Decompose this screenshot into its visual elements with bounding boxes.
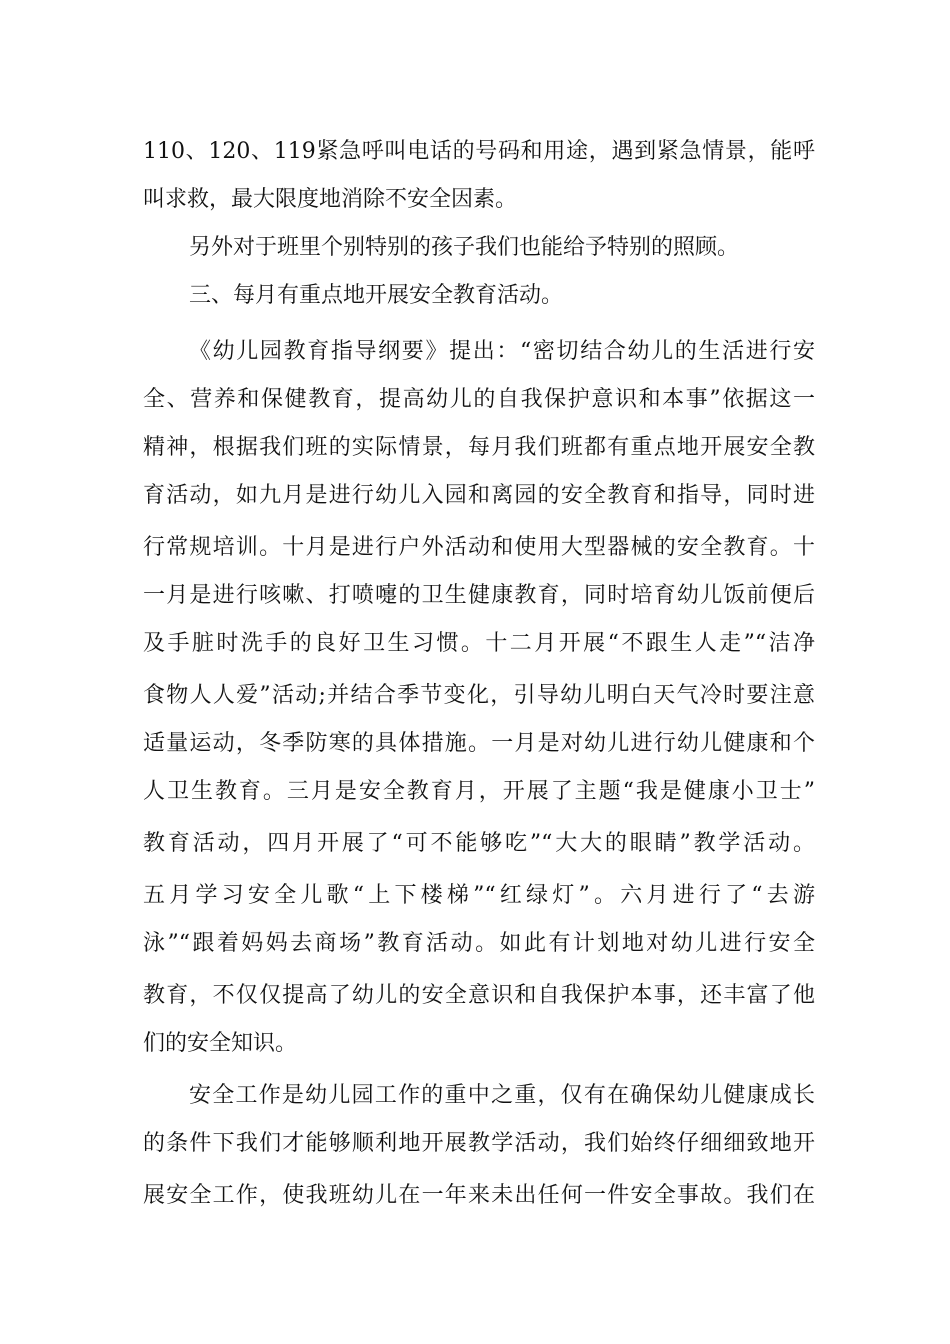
text-line: 及手脏时洗手的良好卫生习惯。十二月开展“不跟生人走”“洁净: [143, 631, 815, 656]
text-line: 精神，根据我们班的实际情景，每月我们班都有重点地开展安全教: [143, 435, 815, 460]
text-line: 安全工作是幼儿园工作的重中之重，仅有在确保幼儿健康成长: [189, 1083, 815, 1108]
text-line: 行常规培训。十月是进行户外活动和使用大型器械的安全教育。十: [143, 535, 815, 560]
text-line: 的条件下我们才能够顺利地开展教学活动，我们始终仔细细致地开: [143, 1131, 815, 1156]
text-line: 110、120、119紧急呼叫电话的号码和用途，遇到紧急情景，能呼: [143, 139, 815, 164]
text-line: 全、营养和保健教育，提高幼儿的自我保护意识和本事”依据这一: [143, 387, 815, 412]
section-heading: 三、每月有重点地开展安全教育活动。: [189, 283, 564, 308]
text-line: 人卫生教育。三月是安全教育月，开展了主题“我是健康小卫士”: [143, 779, 815, 804]
text-line: 教育，不仅仅提高了幼儿的安全意识和自我保护本事，还丰富了他: [143, 983, 815, 1008]
text-line: 叫求救，最大限度地消除不安全因素。: [143, 187, 518, 212]
text-line: 教育活动，四月开展了“可不能够吃”“大大的眼睛”教学活动。: [143, 831, 815, 856]
text-line: 《幼儿园教育指导纲要》提出：“密切结合幼儿的生活进行安: [189, 339, 815, 364]
text-line: 展安全工作，使我班幼儿在一年来未出任何一件安全事故。我们在: [143, 1183, 815, 1208]
text-line: 育活动，如九月是进行幼儿入园和离园的安全教育和指导，同时进: [143, 483, 815, 508]
text-line: 们的安全知识。: [143, 1031, 298, 1056]
text-line: 另外对于班里个别特别的孩子我们也能给予特别的照顾。: [189, 235, 740, 260]
text-line: 食物人人爱”活动;并结合季节变化，引导幼儿明白天气冷时要注意: [143, 683, 815, 708]
text-line: 泳”“跟着妈妈去商场”教育活动。如此有计划地对幼儿进行安全: [143, 931, 815, 956]
text-line: 一月是进行咳嗽、打喷嚏的卫生健康教育，同时培育幼儿饭前便后: [143, 583, 815, 608]
text-line: 五月学习安全儿歌“上下楼梯”“红绿灯”。六月进行了“去游: [143, 883, 815, 908]
text-line: 适量运动，冬季防寒的具体措施。一月是对幼儿进行幼儿健康和个: [143, 731, 815, 756]
